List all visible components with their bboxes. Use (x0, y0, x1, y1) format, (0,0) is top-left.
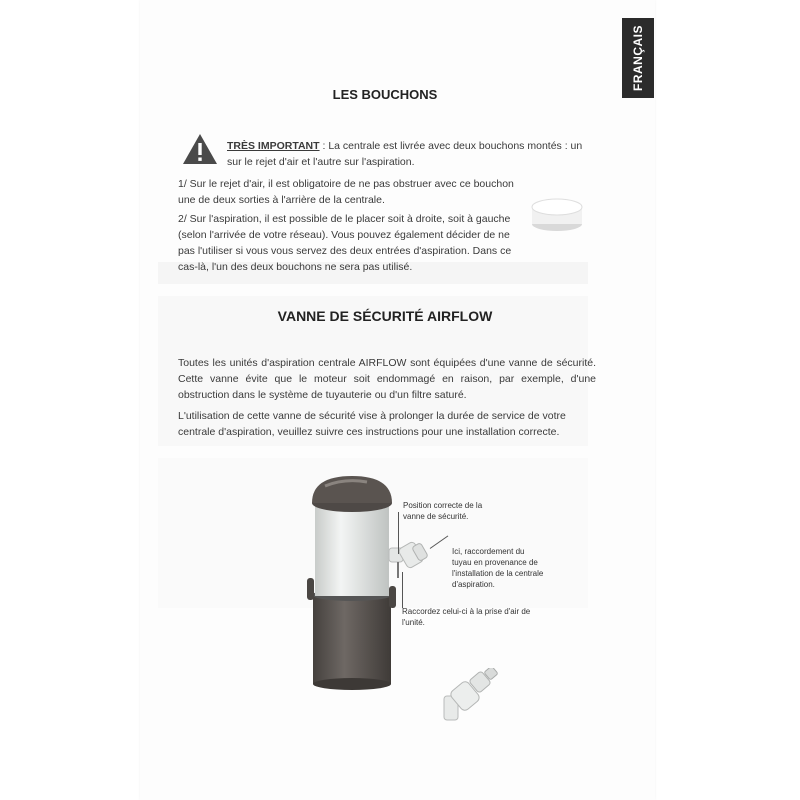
caption-valve-position: Position correcte de la vanne de sécurité. (403, 501, 483, 521)
point-1: 1/ Sur le rejet d'air, il est obligatoire de ne pas obstruer avec ce bouchon une de deux sorties à l'arrière de la centrale. (178, 178, 514, 206)
caption-pipe-connection: Ici, raccordement du tuyau en provenance de l'installation de la centrale d'aspiration. (452, 547, 544, 589)
section-title-bouchons: LES BOUCHONS (332, 87, 438, 102)
vanne-paragraph-2: L'utilisation de cette vanne de sécurité vise à prolonger la durée de service de votre centrale d'aspiration, veuillez suivre ces instructions pour une installation correcte. (178, 410, 566, 438)
language-tab (622, 18, 654, 98)
important-paragraph (227, 138, 593, 170)
warning-icon (182, 133, 218, 165)
valve-image (440, 668, 506, 724)
vanne-paragraph-1: Toutes les unités d'aspiration centrale AIRFLOW sont équipées d'une vanne de sécurité. Cette vanne évite que le moteur soit endommagé en raison, par exemple, d'une obstruction dans le système de tuyauterie ou d'un filtre saturé. (178, 357, 596, 401)
point-2: 2/ Sur l'aspiration, il est possible de le placer soit à droite, soit à gauche (selon l'arrivée de votre réseau). Vous pouvez également décider de ne pas l'utiliser si vous vous servez des deux entrées d'aspiration. Dans ce cas-là, l'un des deux bouchons ne sera pas utilisé. (178, 213, 512, 273)
caption-air-intake: Raccordez celui-ci à la prise d'air de l'unité. (402, 607, 531, 627)
important-text: : La centrale est livrée avec deux bouchons montés : un sur le rejet d'air et l'autre sur l'aspiration. (227, 140, 583, 168)
section-title-vanne: VANNE DE SÉCURITÉ AIRFLOW (277, 308, 493, 324)
language-tab-label: FRANÇAIS (631, 25, 645, 91)
important-label: TRÈS IMPORTANT (227, 140, 320, 152)
leader-line (398, 512, 399, 554)
cap-image (530, 193, 584, 233)
leader-line (402, 572, 403, 608)
